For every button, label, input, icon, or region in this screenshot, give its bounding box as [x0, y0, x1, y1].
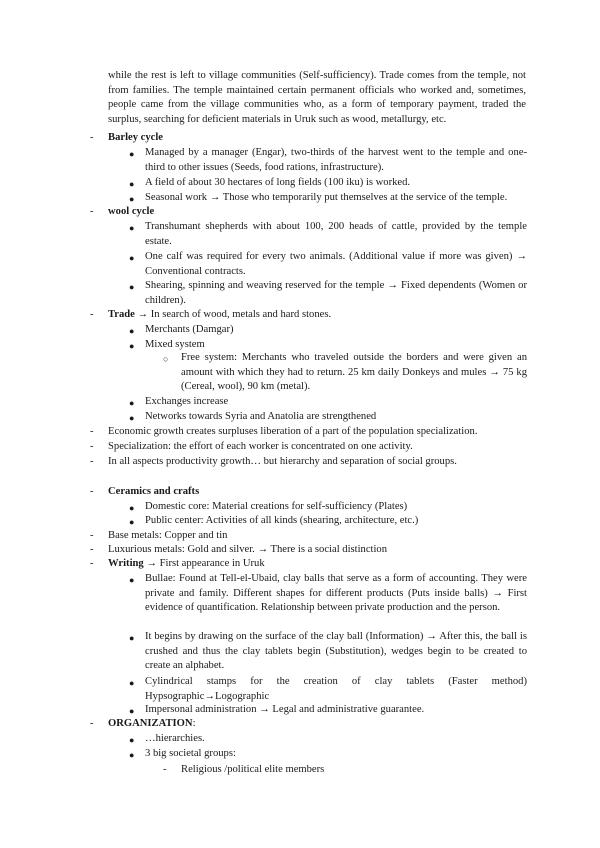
bullet-icon: ●: [129, 633, 135, 643]
metals-line: Luxurious metals: Gold and silver. → There is a social distinction: [108, 544, 388, 555]
ceramics-item: Domestic core: Material creations for self-sufficiency (Plates): [145, 501, 408, 512]
ceramics-heading: [108, 485, 528, 500]
dash-marker: -: [90, 206, 94, 217]
barley-title: Barley cycle: [108, 132, 164, 143]
dash-marker: -: [90, 426, 94, 437]
ceramics-item: Public center: Activities of all kinds (shearing, architecture, etc.): [145, 515, 419, 526]
dash-marker: -: [90, 456, 94, 467]
trade-heading: [108, 308, 528, 323]
trade-subitem: Free system: Merchants who traveled outside the borders and were given an amount with which they had to return. 25 km daily Donkeys and mules → 75 kg (Cereal, wool), 90 km (metal).: [181, 352, 527, 393]
organization-rest: :: [192, 718, 196, 729]
writing-rest: → First appearance in Uruk: [143, 558, 265, 569]
barley-heading: [108, 131, 528, 146]
ceramics-title: Ceramics and crafts: [108, 486, 200, 497]
dash-marker: -: [90, 530, 94, 541]
dash-marker: -: [90, 558, 94, 569]
bullet-icon: ●: [129, 253, 135, 263]
wool-heading: [108, 205, 528, 220]
dash-marker: -: [163, 764, 167, 775]
organization-subitem: Religious /political elite members: [181, 764, 325, 775]
writing-item: Cylindrical stamps for the creation of clay tablets (Faster method) Hypsographic→Logographic: [145, 676, 527, 702]
wool-item: Transhumant shepherds with about 100, 200 heads of cattle, provided by the temple estate.: [145, 221, 527, 247]
organization-item: 3 big societal groups:: [145, 748, 236, 759]
wool-item: Shearing, spinning and weaving reserved for the temple → Fixed dependents (Women or children).: [145, 280, 527, 306]
organization-title: ORGANIZATION: [108, 718, 193, 729]
bullet-icon: ●: [129, 517, 135, 527]
dash-marker: -: [90, 132, 94, 143]
general-line: Economic growth creates surpluses liberation of a part of the population specialization.: [108, 426, 478, 437]
writing-item: It begins by drawing on the surface of the clay ball (Information) → After this, the ball is crushed and thus the clay tablets begin (Substitution), wedges begin to be created to create an alphabet.: [145, 631, 527, 672]
bullet-icon: ●: [129, 398, 135, 408]
trade-item: Mixed system: [145, 339, 205, 350]
organization-item: …hierarchies.: [145, 733, 205, 744]
bullet-icon: ●: [129, 735, 135, 745]
bullet-icon: ●: [129, 413, 135, 423]
wool-item: One calf was required for every two animals. (Additional value if more was given) → Conventional contracts.: [145, 251, 527, 277]
trade-rest: → In search of wood, metals and hard stones.: [134, 309, 332, 320]
intro-paragraph: while the rest is left to village communities (Self-sufficiency). Trade comes from the temple, not from families. The temple maintained certain permanent officials who worked and, sometimes, people came from the village communities who, as a form of temporary payment, traded the surplus, searching for deficient materials in Uruk such as wood, metallurgy, etc.: [108, 70, 526, 125]
bullet-icon: ●: [129, 706, 135, 716]
trade-item: Merchants (Damgar): [145, 324, 234, 335]
general-line: Specialization: the effort of each worker is concentrated on one activity.: [108, 441, 413, 452]
bullet-icon: ●: [129, 179, 135, 189]
organization-heading: [108, 717, 528, 732]
bullet-icon: ●: [129, 341, 135, 351]
circle-bullet-icon: ○: [163, 354, 169, 364]
trade-item: Exchanges increase: [145, 396, 229, 407]
bullet-icon: ●: [129, 149, 135, 159]
barley-item: Seasonal work → Those who temporarily put themselves at the service of the temple.: [145, 192, 508, 203]
dash-marker: -: [90, 544, 94, 555]
trade-item: Networks towards Syria and Anatolia are strengthened: [145, 411, 377, 422]
bullet-icon: ●: [129, 326, 135, 336]
bullet-icon: ●: [129, 575, 135, 585]
bullet-icon: ●: [129, 503, 135, 513]
dash-marker: -: [90, 309, 94, 320]
barley-item: Managed by a manager (Engar), two-thirds of the harvest went to the temple and one-third to other issues (Seeds, food rations, infrastructure).: [145, 147, 527, 173]
bullet-icon: ●: [129, 750, 135, 760]
bullet-icon: ●: [129, 223, 135, 233]
writing-title: Writing: [108, 558, 144, 569]
dash-marker: -: [90, 718, 94, 729]
dash-marker: -: [90, 486, 94, 497]
trade-title: Trade: [108, 309, 135, 320]
barley-item: A field of about 30 hectares of long fields (100 iku) is worked.: [145, 177, 411, 188]
bullet-icon: ●: [129, 282, 135, 292]
writing-item: Impersonal administration → Legal and administrative guarantee.: [145, 704, 425, 715]
metals-line: Base metals: Copper and tin: [108, 530, 228, 541]
writing-item: Bullae: Found at Tell-el-Ubaid, clay balls that serve as a form of accounting. They were private and family. Different shapes for different products (Puts inside balls) → First evidence of quantification. Relationship between private production and the person.: [145, 573, 527, 614]
general-line: In all aspects productivity growth… but hierarchy and separation of social groups.: [108, 456, 457, 467]
bullet-icon: ●: [129, 678, 135, 688]
writing-heading: [108, 557, 528, 572]
wool-title: wool cycle: [108, 206, 155, 217]
bullet-icon: ●: [129, 194, 135, 204]
dash-marker: -: [90, 441, 94, 452]
